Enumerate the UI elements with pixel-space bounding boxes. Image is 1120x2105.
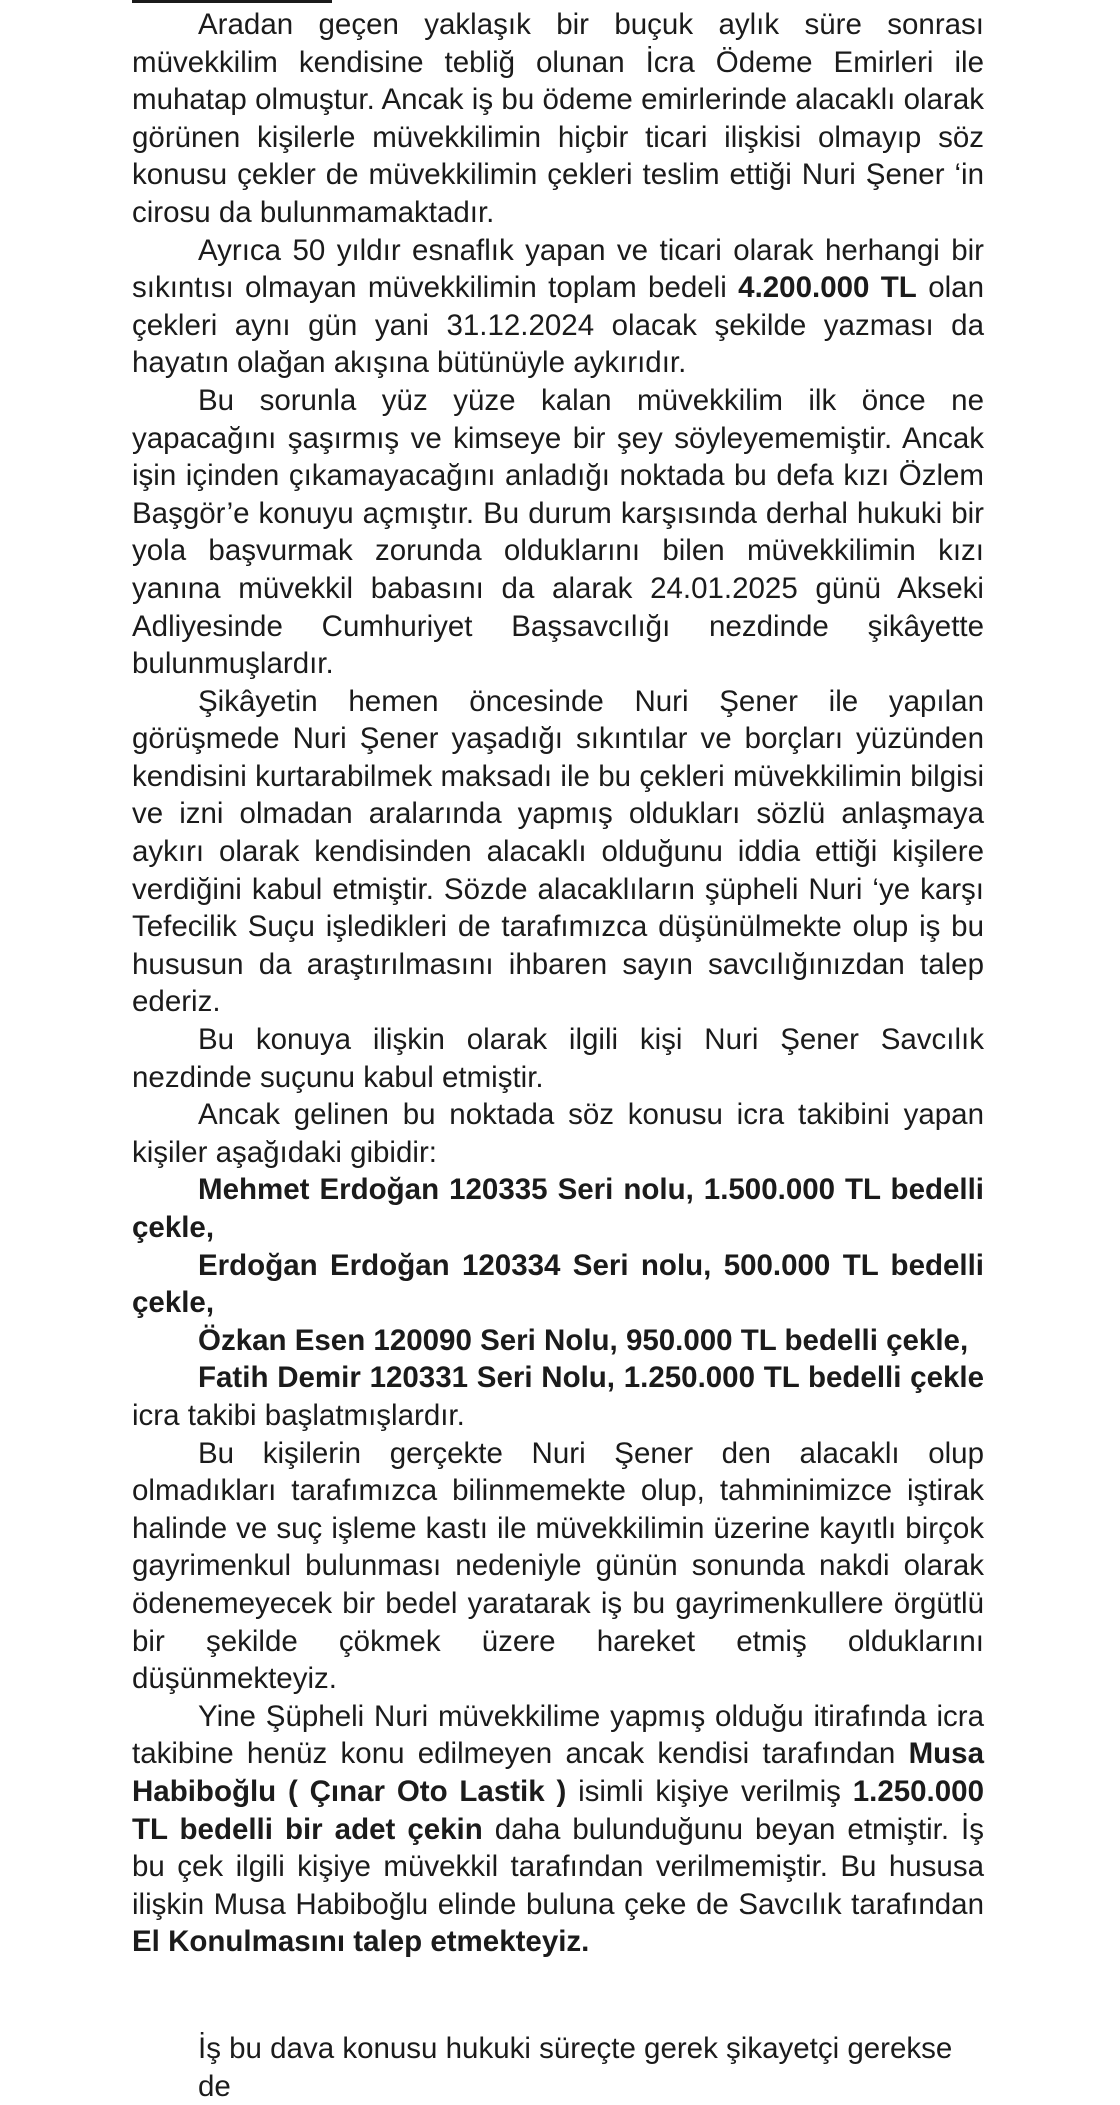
body-paragraph: Bu sorunla yüz yüze kalan müvekkilim ilk önce ne yapacağını şaşırmış ve kimseye bir şey söyleyememiştir. Ancak işin içinden çıkamayacağını anladığı noktada bu defa kızı Özlem Başgör’e konuyu açmıştır. Bu durum karşısında derhal hukuki bir yola başvurmak zorunda olduklarını bilen müvekkilimin kızı yanına müvekkil babasını da alarak 24.01.2025 günü Akseki Adliyesinde Cumhuriyet Başsavcılığı nezdinde şikâyette bulunmuşlardır. — [132, 383, 984, 681]
intro-paragraphs — [132, 6, 984, 1171]
body-paragraph: Yine Şüpheli Nuri müvekkilime yapmış olduğu itirafında icra takibine henüz konu edilmeyen ancak kendisi tarafından Musa Habiboğlu ( Çınar Oto Lastik ) isimli kişiye verilmiş 1.250.000 TL bedelli bir adet çekin daha bulunduğunu beyan etmiştir. İş bu çek ilgili kişiye müvekkil tarafından verilmemiştir. Bu hususa ilişkin Musa Habiboğlu elinde buluna çeke de Savcılık tarafından El Konulmasını talep etmekteyiz. — [132, 1699, 984, 1959]
cheque-item: Özkan Esen 120090 Seri Nolu, 950.000 TL bedelli çekle, — [198, 1323, 969, 1357]
closing-paragraphs — [132, 1435, 984, 1961]
cheque-item: Fatih Demir 120331 Seri Nolu, 1.250.000 TL bedelli çekle icra takibi başlatmışlardır. — [132, 1361, 984, 1432]
top-rule — [132, 0, 332, 3]
bold-text: El Konulmasını talep etmekteyiz. — [132, 1925, 590, 1959]
cut-off-line — [132, 2032, 984, 2103]
body-paragraph: Aradan geçen yaklaşık bir buçuk aylık süre sonrası müvekkilim kendisine tebliğ olunan İcra Ödeme Emirleri ile muhatap olmuştur. Ancak iş bu ödeme emirlerinde alacaklı olarak görünen kişilerle müvekkilimin hiçbir ticari ilişkisi olmayıp söz konusu çekler de müvekkilimin çekleri teslim ettiği Nuri Şener ‘in cirosu da bulunmamaktadır. — [132, 8, 984, 229]
bold-text: 4.200.000 TL — [738, 271, 917, 305]
bold-text: 1.250.000 TL bedelli bir adet çekin — [132, 1774, 984, 1846]
body-paragraph: Ayrıca 50 yıldır esnaflık yapan ve ticari olarak herhangi bir sıkıntısı olmayan müvekkilimin toplam bedeli 4.200.000 TL olan çekleri aynı gün yani 31.12.2024 olacak şekilde yazması da hayatın olağan akışına bütünüyle aykırıdır. — [132, 233, 984, 380]
body-paragraph: Şikâyetin hemen öncesinde Nuri Şener ile yapılan görüşmede Nuri Şener yaşadığı sıkıntılar ve borçları yüzünden kendisini kurtarabilmek maksadı ile bu çekleri müvekkilimin bilgisi ve izni olmadan aralarında yapmış oldukları sözlü anlaşmaya aykırı olarak kendisinden alacaklı olduğunu iddia ettiği kişilere verdiğini kabul etmiştir. Sözde alacaklıların şüpheli Nuri ‘ye karşı Tefecilik Suçu işledikleri de tarafımızca düşünülmekte olup iş bu hususun da araştırılmasını ihbaren sayın savcılığınızdan talep ederiz. — [132, 684, 984, 1019]
cut-off-text: İş bu dava konusu hukuki süreçte gerek şikayetçi gerekse de — [198, 2032, 953, 2103]
body-paragraph: Bu konuya ilişkin olarak ilgili kişi Nuri Şener Savcılık nezdinde suçunu kabul etmiştir. — [132, 1023, 984, 1094]
body-paragraph: Ancak gelinen bu noktada söz konusu icra takibini yapan kişiler aşağıdaki gibidir: — [132, 1098, 984, 1169]
cheque-item: Erdoğan Erdoğan 120334 Seri nolu, 500.000 TL bedelli çekle, — [132, 1248, 984, 1320]
bold-text: Musa Habiboğlu ( Çınar Oto Lastik ) — [132, 1737, 984, 1808]
cheque-list — [132, 1171, 984, 1434]
document-page — [132, 6, 984, 1961]
cheque-item-tail: icra takibi başlatmışlardır. — [132, 1398, 465, 1432]
body-paragraph: Bu kişilerin gerçekte Nuri Şener den alacaklı olup olmadıkları tarafımızca bilinmemekte olup, tahminimizce iştirak halinde ve suç işleme kastı ile müvekkilimin üzerine kayıtlı birçok gayrimenkul bulunması nedeniyle günün sonunda nakdi olarak ödenemeyecek bir bedel yaratarak iş bu gayrimenkullere örgütlü bir şekilde çökmek üzere hareket etmiş olduklarını düşünmekteyiz. — [132, 1436, 984, 1696]
cheque-item: Mehmet Erdoğan 120335 Seri nolu, 1.500.000 TL bedelli çekle, — [132, 1173, 984, 1244]
